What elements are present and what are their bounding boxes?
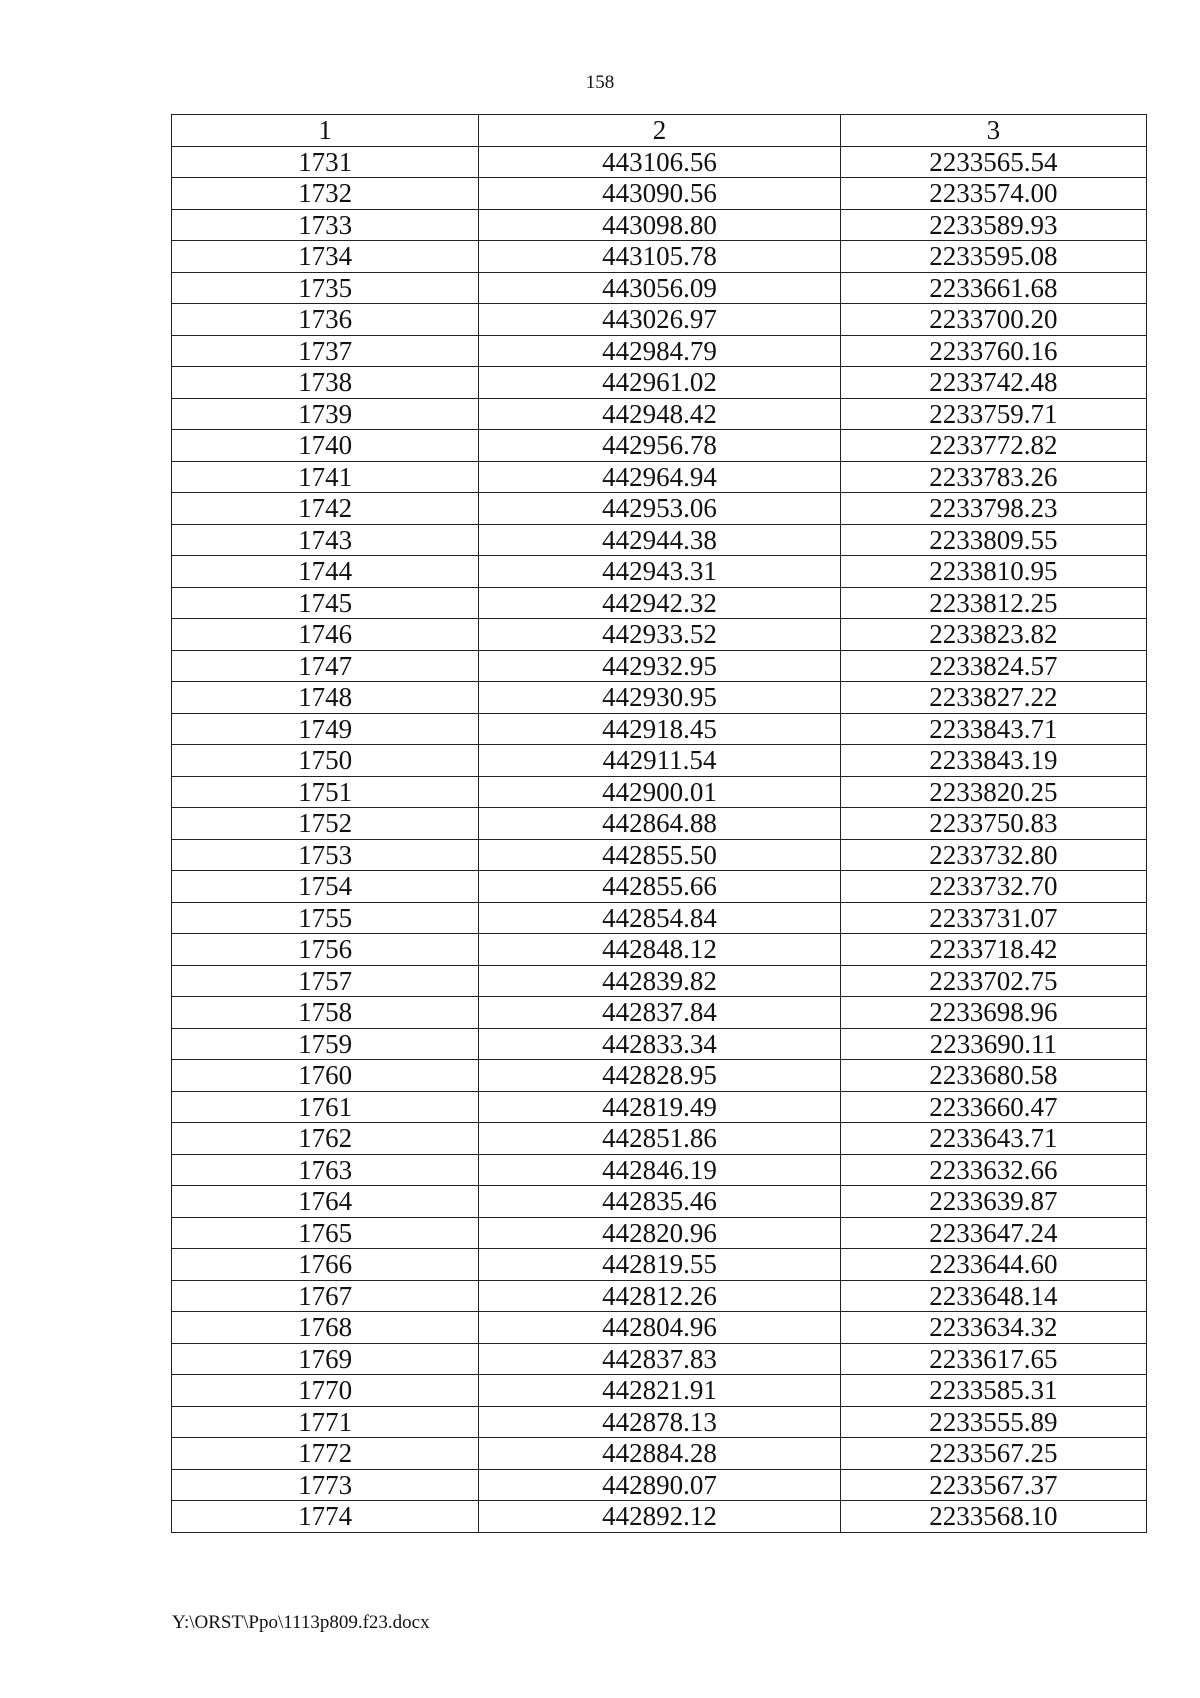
table-cell-col-3: 2233632.66 [840,1154,1146,1186]
table-cell-col-3: 2233731.07 [840,902,1146,934]
table-cell-col-2: 442956.78 [479,430,840,462]
table-row [172,839,1147,871]
table-cell-col-2: 443090.56 [479,178,840,210]
table-cell-col-3: 2233824.57 [840,650,1146,682]
table-cell-col-3: 2233648.14 [840,1280,1146,1312]
table-cell-col-1: 1765 [172,1217,479,1249]
table-cell-col-2: 442890.07 [479,1469,840,1501]
table-cell-col-2: 442837.83 [479,1343,840,1375]
table-row [172,367,1147,399]
table-cell-col-3: 2233589.93 [840,209,1146,241]
table-cell-col-1: 1741 [172,461,479,493]
table-cell-col-2: 443106.56 [479,146,840,178]
table-cell-col-2: 442855.66 [479,871,840,903]
table-cell-col-3: 2233555.89 [840,1406,1146,1438]
table-cell-col-2: 442892.12 [479,1501,840,1533]
table-row [172,430,1147,462]
table-cell-col-1: 1770 [172,1375,479,1407]
table-cell-col-2: 442821.91 [479,1375,840,1407]
table-cell-col-1: 1749 [172,713,479,745]
table-row [172,178,1147,210]
table-cell-col-1: 1768 [172,1312,479,1344]
table-row [172,335,1147,367]
table-cell-col-3: 2233783.26 [840,461,1146,493]
table-cell-col-3: 2233820.25 [840,776,1146,808]
table-row [172,493,1147,525]
table-cell-col-2: 442835.46 [479,1186,840,1218]
table-row [172,1501,1147,1533]
table-cell-col-2: 442819.55 [479,1249,840,1281]
table-cell-col-2: 443105.78 [479,241,840,273]
table-row [172,776,1147,808]
table-cell-col-3: 2233567.37 [840,1469,1146,1501]
table-cell-col-3: 2233732.80 [840,839,1146,871]
table-row [172,713,1147,745]
table-cell-col-3: 2233574.00 [840,178,1146,210]
table-cell-col-3: 2233647.24 [840,1217,1146,1249]
table-cell-col-1: 1748 [172,682,479,714]
table-cell-col-3: 2233660.47 [840,1091,1146,1123]
table-cell-col-3: 2233702.75 [840,965,1146,997]
table-cell-col-1: 1764 [172,1186,479,1218]
table-row [172,1123,1147,1155]
table-cell-col-3: 2233639.87 [840,1186,1146,1218]
table-cell-col-2: 443098.80 [479,209,840,241]
table-row [172,1469,1147,1501]
table-row [172,1438,1147,1470]
table-cell-col-1: 1761 [172,1091,479,1123]
table-row [172,304,1147,336]
table-cell-col-2: 442878.13 [479,1406,840,1438]
coordinates-table [171,114,1147,1533]
table-cell-col-3: 2233680.58 [840,1060,1146,1092]
table-cell-col-1: 1744 [172,556,479,588]
table-cell-col-2: 442839.82 [479,965,840,997]
table-cell-col-1: 1743 [172,524,479,556]
table-row [172,997,1147,1029]
table-row [172,1375,1147,1407]
table-cell-col-2: 442864.88 [479,808,840,840]
table-row [172,1406,1147,1438]
table-cell-col-3: 2233661.68 [840,272,1146,304]
table-cell-col-2: 442943.31 [479,556,840,588]
table-row [172,808,1147,840]
table-cell-col-2: 442837.84 [479,997,840,1029]
table-cell-col-2: 442804.96 [479,1312,840,1344]
table-cell-col-1: 1772 [172,1438,479,1470]
table-row [172,934,1147,966]
table-cell-col-3: 2233567.25 [840,1438,1146,1470]
table-cell-col-2: 442911.54 [479,745,840,777]
table-cell-col-3: 2233565.54 [840,146,1146,178]
table-row [172,902,1147,934]
table-cell-col-2: 442833.34 [479,1028,840,1060]
header-cell-1: 1 [172,115,479,147]
header-cell-2: 2 [479,115,840,147]
table-cell-col-1: 1740 [172,430,479,462]
table-row [172,209,1147,241]
table-row [172,650,1147,682]
table-cell-col-1: 1758 [172,997,479,1029]
table-row [172,524,1147,556]
table-row [172,1343,1147,1375]
table-cell-col-1: 1757 [172,965,479,997]
table-cell-col-2: 442953.06 [479,493,840,525]
table-cell-col-1: 1766 [172,1249,479,1281]
table-cell-col-1: 1736 [172,304,479,336]
table-cell-col-1: 1737 [172,335,479,367]
table-cell-col-3: 2233644.60 [840,1249,1146,1281]
table-cell-col-2: 442884.28 [479,1438,840,1470]
table-cell-col-1: 1747 [172,650,479,682]
table-cell-col-2: 442932.95 [479,650,840,682]
table-row [172,146,1147,178]
file-path-footer: Y:\ORST\Ppo\1113p809.f23.docx [172,1612,430,1633]
table-cell-col-2: 442933.52 [479,619,840,651]
table-cell-col-1: 1732 [172,178,479,210]
table-cell-col-1: 1771 [172,1406,479,1438]
table-row [172,241,1147,273]
table-row [172,461,1147,493]
table-cell-col-2: 442961.02 [479,367,840,399]
table-cell-col-1: 1751 [172,776,479,808]
table-cell-col-1: 1759 [172,1028,479,1060]
table-cell-col-3: 2233798.23 [840,493,1146,525]
table-header-row [172,115,1147,147]
table-cell-col-3: 2233700.20 [840,304,1146,336]
table-cell-col-1: 1756 [172,934,479,966]
table-cell-col-1: 1739 [172,398,479,430]
table-cell-col-3: 2233732.70 [840,871,1146,903]
table-cell-col-1: 1734 [172,241,479,273]
table-cell-col-2: 442854.84 [479,902,840,934]
table-cell-col-1: 1754 [172,871,479,903]
table-row [172,1154,1147,1186]
table-row [172,398,1147,430]
table-cell-col-1: 1767 [172,1280,479,1312]
table-cell-col-2: 442948.42 [479,398,840,430]
table-cell-col-1: 1746 [172,619,479,651]
table-cell-col-3: 2233843.19 [840,745,1146,777]
table-row [172,619,1147,651]
table-row [172,1312,1147,1344]
table-row [172,682,1147,714]
table-cell-col-2: 442812.26 [479,1280,840,1312]
table-cell-col-3: 2233843.71 [840,713,1146,745]
table-row [172,1217,1147,1249]
table-cell-col-3: 2233772.82 [840,430,1146,462]
table-cell-col-3: 2233643.71 [840,1123,1146,1155]
table-row [172,1028,1147,1060]
table-cell-col-2: 442848.12 [479,934,840,966]
table-cell-col-3: 2233742.48 [840,367,1146,399]
table-cell-col-3: 2233617.65 [840,1343,1146,1375]
table-cell-col-3: 2233759.71 [840,398,1146,430]
table-row [172,272,1147,304]
table-cell-col-2: 442820.96 [479,1217,840,1249]
table-cell-col-3: 2233827.22 [840,682,1146,714]
table-cell-col-1: 1738 [172,367,479,399]
table-cell-col-1: 1733 [172,209,479,241]
table-cell-col-1: 1735 [172,272,479,304]
table-cell-col-3: 2233634.32 [840,1312,1146,1344]
table-cell-col-3: 2233568.10 [840,1501,1146,1533]
table-body [172,115,1147,1533]
table-row [172,1186,1147,1218]
table-cell-col-2: 442855.50 [479,839,840,871]
table-row [172,1060,1147,1092]
table-row [172,587,1147,619]
table-cell-col-1: 1731 [172,146,479,178]
table-cell-col-3: 2233718.42 [840,934,1146,966]
table-cell-col-3: 2233760.16 [840,335,1146,367]
table-cell-col-2: 442846.19 [479,1154,840,1186]
table-cell-col-3: 2233698.96 [840,997,1146,1029]
table-cell-col-2: 443056.09 [479,272,840,304]
table-cell-col-1: 1753 [172,839,479,871]
table-cell-col-2: 442918.45 [479,713,840,745]
table-cell-col-1: 1773 [172,1469,479,1501]
table-cell-col-1: 1750 [172,745,479,777]
table-cell-col-2: 442944.38 [479,524,840,556]
table-cell-col-2: 443026.97 [479,304,840,336]
table-cell-col-1: 1752 [172,808,479,840]
page-number: 158 [585,72,615,93]
table-cell-col-1: 1769 [172,1343,479,1375]
table-cell-col-1: 1760 [172,1060,479,1092]
table-row [172,871,1147,903]
table-row [172,1091,1147,1123]
table-cell-col-3: 2233809.55 [840,524,1146,556]
table-cell-col-3: 2233690.11 [840,1028,1146,1060]
table-cell-col-2: 442930.95 [479,682,840,714]
header-cell-3: 3 [840,115,1146,147]
table-cell-col-3: 2233595.08 [840,241,1146,273]
table-cell-col-2: 442819.49 [479,1091,840,1123]
table-cell-col-3: 2233585.31 [840,1375,1146,1407]
table-cell-col-3: 2233750.83 [840,808,1146,840]
table-cell-col-2: 442984.79 [479,335,840,367]
table-cell-col-1: 1745 [172,587,479,619]
table-cell-col-2: 442900.01 [479,776,840,808]
table-cell-col-1: 1762 [172,1123,479,1155]
table-cell-col-1: 1742 [172,493,479,525]
table-cell-col-1: 1774 [172,1501,479,1533]
table-cell-col-1: 1763 [172,1154,479,1186]
table-row [172,965,1147,997]
table-cell-col-3: 2233823.82 [840,619,1146,651]
table-row [172,556,1147,588]
table-row [172,1249,1147,1281]
table-cell-col-1: 1755 [172,902,479,934]
table-cell-col-2: 442942.32 [479,587,840,619]
table-row [172,745,1147,777]
table-cell-col-3: 2233812.25 [840,587,1146,619]
table-cell-col-2: 442964.94 [479,461,840,493]
table-row [172,1280,1147,1312]
table-cell-col-2: 442828.95 [479,1060,840,1092]
table-cell-col-3: 2233810.95 [840,556,1146,588]
table-cell-col-2: 442851.86 [479,1123,840,1155]
